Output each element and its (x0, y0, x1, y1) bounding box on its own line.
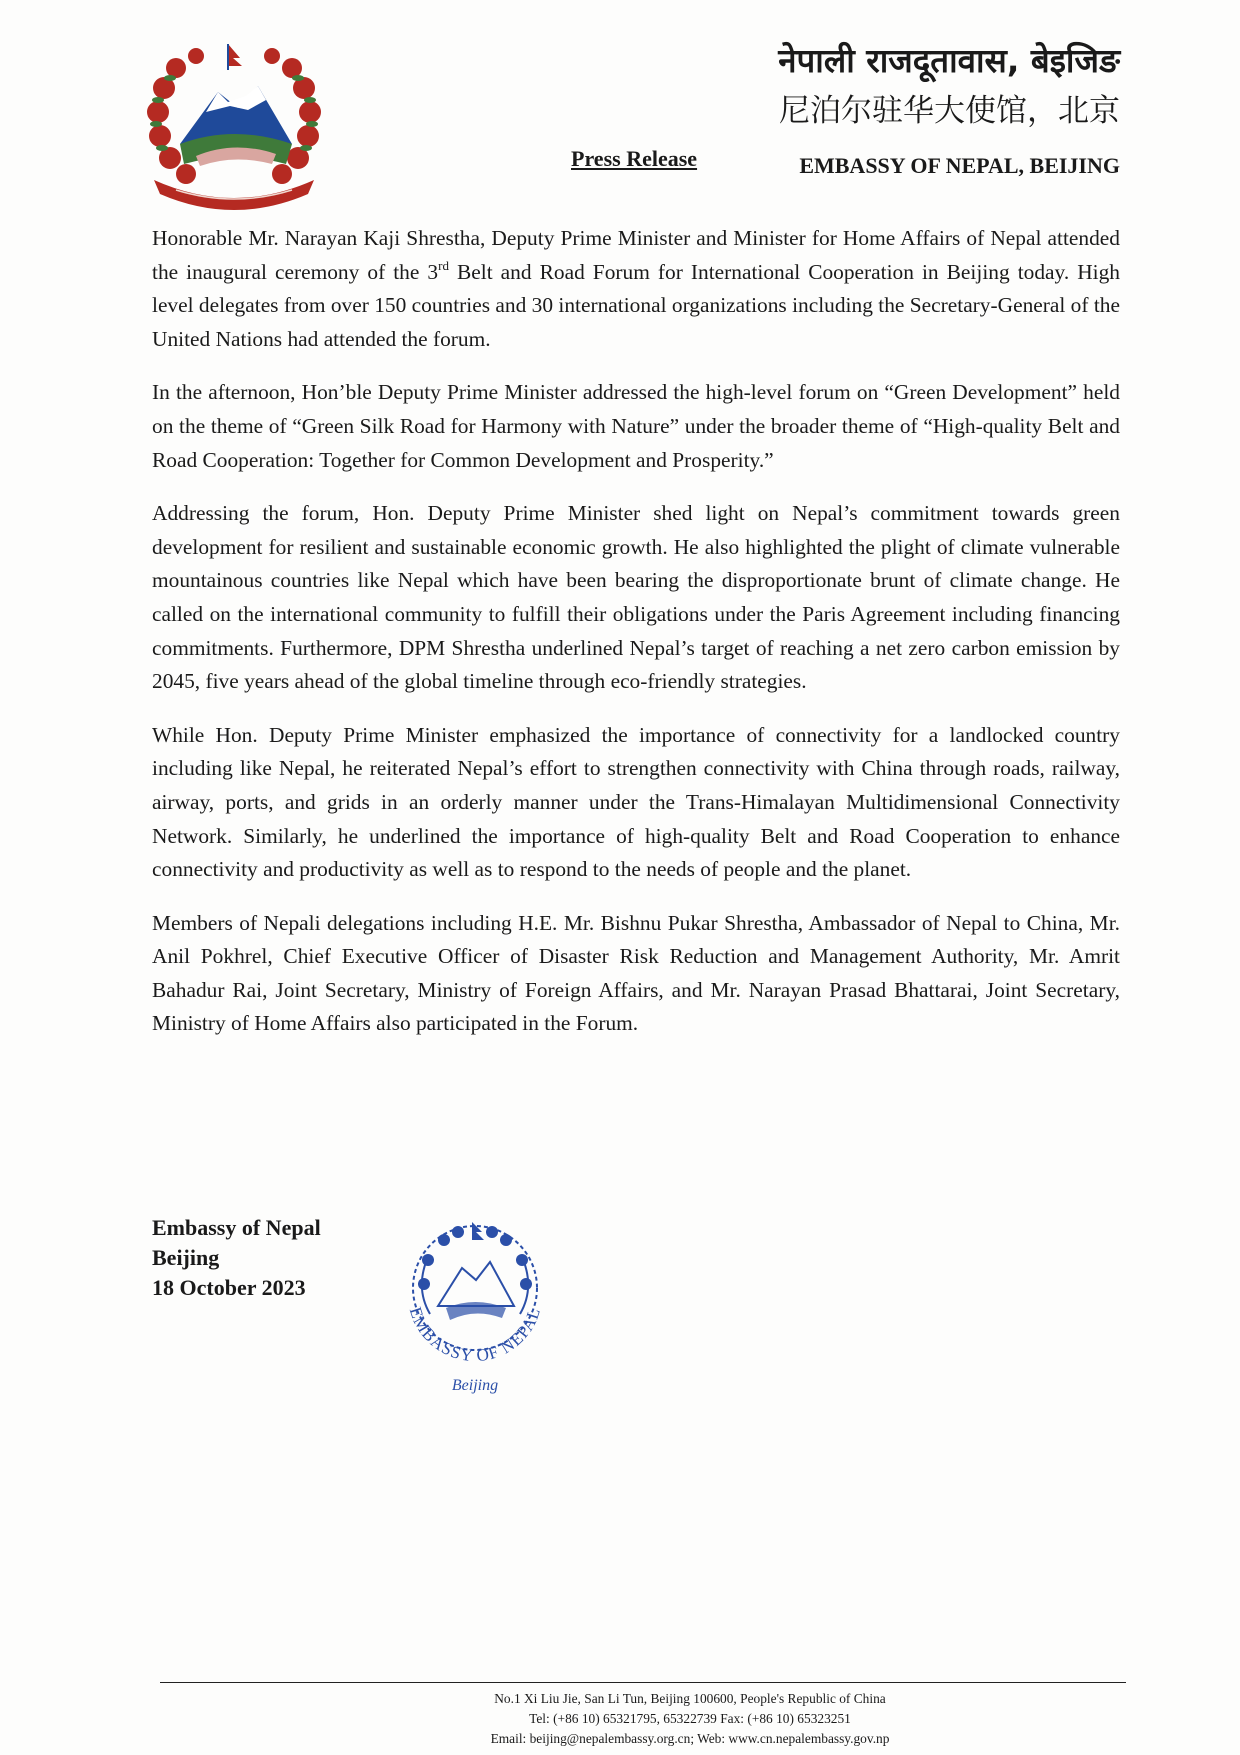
paragraph-1-text-a: Honorable Mr. Narayan Kaji Shrestha, Deputy Prime Minister and Minister for Home Affairs of Nepal attended the inaugural ceremony of the 3 (152, 226, 1120, 284)
embassy-seal-stamp (386, 1210, 564, 1398)
paragraph-1 (152, 222, 1120, 356)
paragraph-4: While Hon. Deputy Prime Minister emphasized the importance of connectivity for a landlocked country including like Nepal, he reiterated Nepal’s effort to strengthen connectivity with China through roads, railway, airway, ports, and grids in an orderly manner under the Trans-Himalayan Multidimensional Connectivity Network. Similarly, he underlined the importance of high-quality Belt and Road Cooperation to enhance connectivity and productivity as well as to respond to the needs of people and the planet. (152, 722, 1120, 882)
letterhead-nepali-title: नेपाली राजदूतावास, बेइजिङ (778, 41, 1120, 80)
signature-date: 18 October 2023 (152, 1275, 306, 1300)
signature-organization: Embassy of Nepal (152, 1215, 321, 1240)
footer-contact (340, 1689, 1040, 1749)
letterhead-english-title: EMBASSY OF NEPAL, BEIJING (799, 153, 1120, 178)
press-release-heading: Press Release (571, 146, 698, 171)
footer-divider (160, 1682, 1126, 1683)
footer-email-web: Email: beijing@nepalembassy.org.cn; Web: www.cn.nepalembassy.gov.np (490, 1731, 890, 1746)
paragraph-1-text-b: Belt and Road Forum for International Cooperation in Beijing today. High level delegates from over 150 countries and 30 international organizations including the Secretary-General of the United Nations had attended the forum. (152, 259, 1120, 351)
paragraph-5: Members of Nepali delegations including H.E. Mr. Bishnu Pukar Shrestha, Ambassador of Nepal to China, Mr. Anil Pokhrel, Chief Executive Officer of Disaster Risk Reduction and Management Authority, Mr. Amrit Bahadur Rai, Joint Secretary, Ministry of Foreign Affairs, and Mr. Narayan Prasad Bhattarai, Joint Secretary, Ministry of Home Affairs also participated in the Forum. (152, 910, 1120, 1036)
ordinal-superscript: rd (438, 257, 449, 273)
footer-address: No.1 Xi Liu Jie, San Li Tun, Beijing 100600, People's Republic of China (494, 1691, 886, 1706)
paragraph-2: In the afternoon, Hon’ble Deputy Prime Minister addressed the high-level forum on “Green Development” held on the theme of “Green Silk Road for Harmony with Nature” under the broader theme of “High-quality Belt and Road Cooperation: Together for Common Development and Prosperity.” (152, 380, 1120, 472)
seal-city-text: Beijing (451, 1377, 499, 1394)
seal-arc-text: EMBASSY OF NEPAL (405, 1304, 545, 1366)
svg-text:EMBASSY OF NEPAL (406, 1305, 545, 1366)
coat-of-arms-emblem (136, 40, 332, 212)
letterhead-chinese-title: 尼泊尔驻华大使馆，北京 (779, 93, 1120, 129)
paragraph-3: Addressing the forum, Hon. Deputy Prime Minister shed light on Nepal’s commitment towards green development for resilient and sustainable economic growth. He also highlighted the plight of climate vulnerable mountainous countries like Nepal which have been bearing the disproportionate brunt of climate change. He called on the international community to fulfill their obligations under the Paris Agreement including financing commitments. Furthermore, DPM Shrestha underlined Nepal’s target of reaching a net zero carbon emission by 2045, five years ahead of the global timeline through eco-friendly strategies. (152, 501, 1120, 694)
footer-phone-fax: Tel: (+86 10) 65321795, 65322739 Fax: (+86 10) 65323251 (529, 1711, 851, 1726)
signature-block (152, 1213, 321, 1303)
signature-city: Beijing (152, 1245, 220, 1270)
letterhead (754, 40, 1120, 180)
press-release-body (152, 222, 1120, 1061)
